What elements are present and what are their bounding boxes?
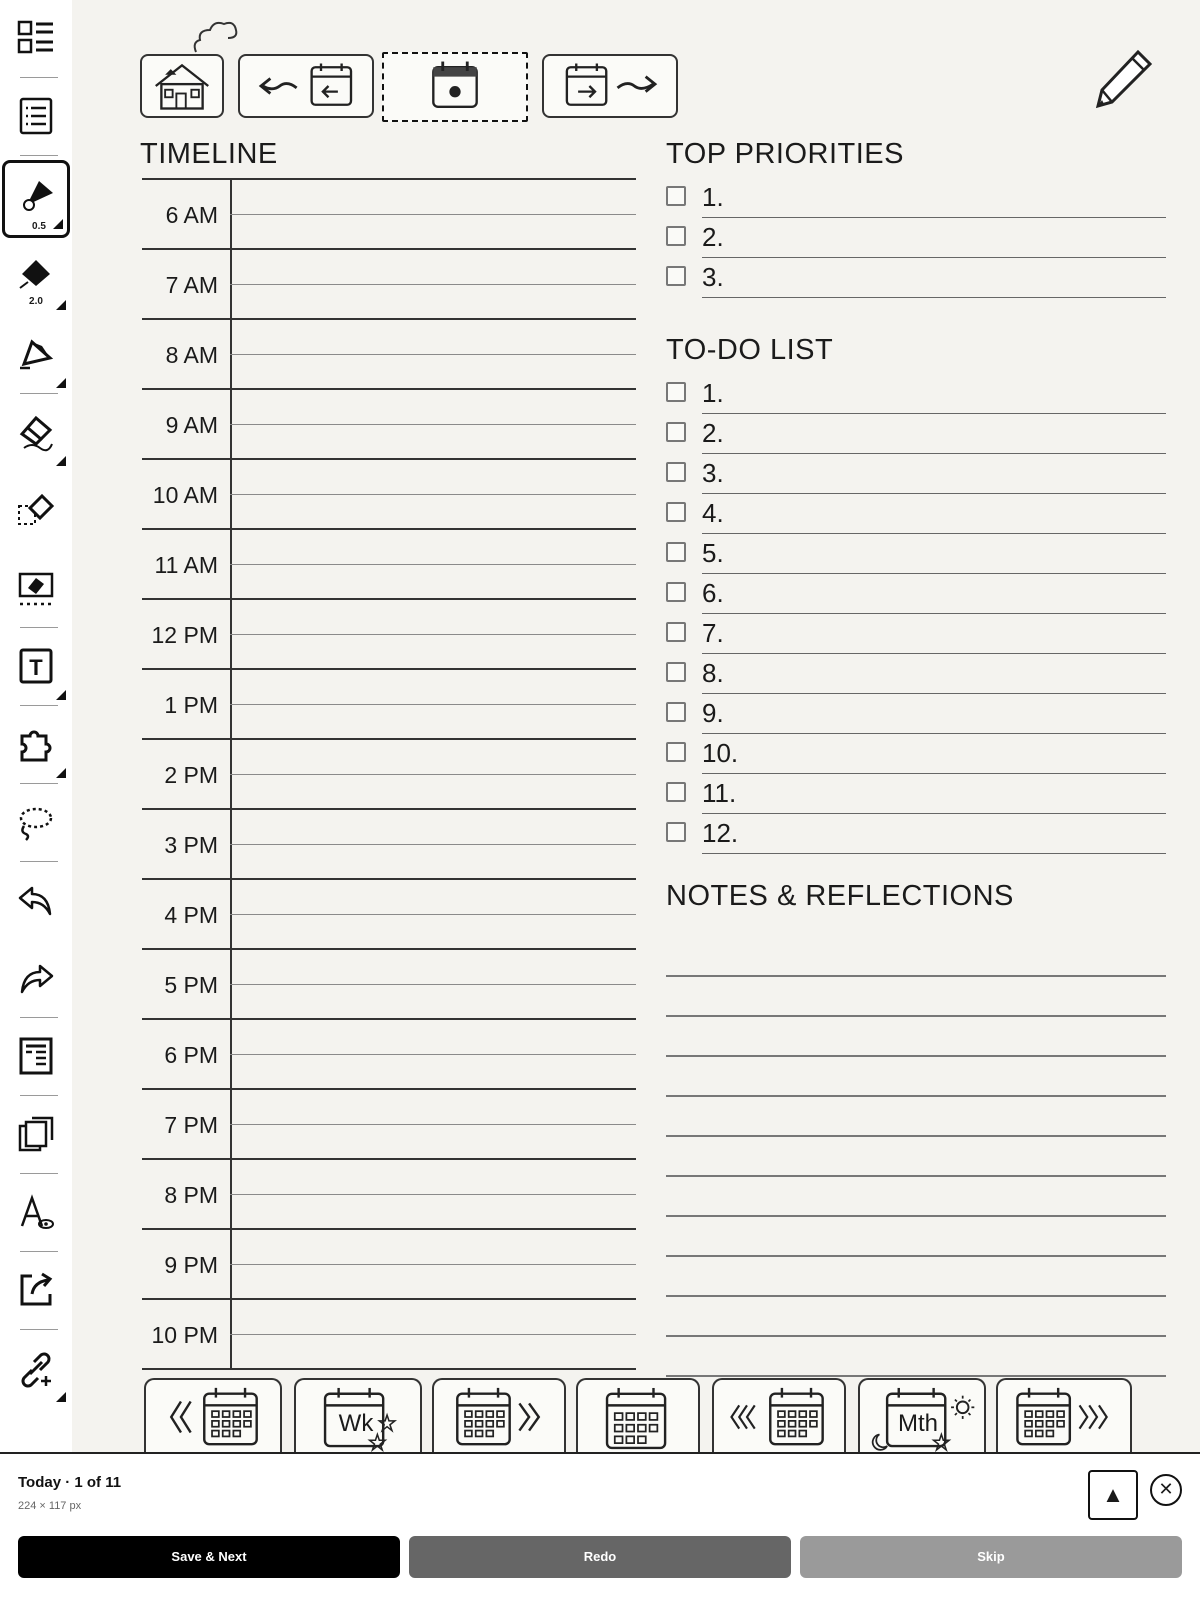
bold-pen-tool[interactable] bbox=[2, 238, 70, 316]
area-eraser-tool[interactable] bbox=[2, 472, 70, 550]
priority-number: 2. bbox=[702, 222, 724, 252]
selection-size: 224 × 117 px bbox=[18, 1500, 82, 1512]
half-hour-rule bbox=[230, 1334, 636, 1335]
priority-line[interactable] bbox=[702, 297, 1166, 299]
timeline-hour: 11 AM bbox=[154, 552, 218, 578]
calendar-triple-chevron-right-icon bbox=[998, 1380, 1130, 1454]
lasso-tool[interactable] bbox=[2, 784, 70, 862]
half-hour-rule bbox=[230, 494, 636, 495]
notes-rule bbox=[666, 1135, 1166, 1137]
half-hour-rule bbox=[230, 844, 636, 845]
timeline-hour: 5 PM bbox=[164, 972, 218, 998]
link-add-icon bbox=[16, 1348, 56, 1388]
timeline-title: TIMELINE bbox=[140, 138, 278, 170]
svg-text:T: T bbox=[29, 655, 43, 680]
hour-rule bbox=[142, 1368, 636, 1370]
timeline-hour: 9 PM bbox=[164, 1252, 218, 1278]
timeline-row[interactable] bbox=[142, 1020, 636, 1090]
timeline-row[interactable] bbox=[142, 320, 636, 390]
month-tab[interactable] bbox=[858, 1378, 986, 1454]
redo-button[interactable]: Redo bbox=[409, 1536, 791, 1578]
pen-size-label: 2.0 bbox=[29, 296, 43, 307]
half-hour-rule bbox=[230, 704, 636, 705]
todo-item bbox=[666, 456, 1166, 496]
todo-line[interactable] bbox=[702, 733, 1166, 735]
timeline-row[interactable] bbox=[142, 460, 636, 530]
todo-number: 3. bbox=[702, 458, 724, 488]
todo-line[interactable] bbox=[702, 773, 1166, 775]
todo-checkbox[interactable] bbox=[666, 782, 686, 802]
half-hour-rule bbox=[230, 1124, 636, 1125]
share-icon bbox=[16, 1270, 56, 1310]
notes-rule bbox=[666, 1175, 1166, 1177]
skip-button[interactable]: Skip bbox=[800, 1536, 1182, 1578]
timeline-hour: 6 PM bbox=[164, 1042, 218, 1068]
text-box-icon bbox=[16, 646, 56, 686]
todo-line[interactable] bbox=[702, 693, 1166, 695]
notes-rule bbox=[666, 1015, 1166, 1017]
redo-tool[interactable] bbox=[2, 940, 70, 1018]
marker-icon bbox=[16, 252, 56, 292]
eraser-icon bbox=[16, 412, 56, 452]
timeline-row[interactable] bbox=[142, 600, 636, 670]
priority-number: 3. bbox=[702, 262, 724, 292]
calendar-grid-icon bbox=[578, 1380, 698, 1454]
todo-checkbox[interactable] bbox=[666, 622, 686, 642]
half-hour-rule bbox=[230, 214, 636, 215]
todo-checkbox[interactable] bbox=[666, 422, 686, 442]
todo-checkbox[interactable] bbox=[666, 382, 686, 402]
page-template-icon bbox=[16, 1036, 56, 1076]
pen-options-caret[interactable] bbox=[53, 219, 63, 229]
timeline-hour: 12 PM bbox=[151, 622, 218, 648]
priority-number: 1. bbox=[702, 182, 724, 212]
half-hour-rule bbox=[230, 984, 636, 985]
grid-list-icon bbox=[16, 18, 56, 58]
timeline-hour: 6 AM bbox=[165, 202, 218, 228]
today-button[interactable] bbox=[382, 52, 528, 122]
priority-item bbox=[666, 180, 1166, 220]
todo-item bbox=[666, 496, 1166, 536]
todo-number: 10. bbox=[702, 738, 739, 768]
triangle-up-icon: ▲ bbox=[1102, 1482, 1124, 1507]
todo-number: 8. bbox=[702, 658, 724, 688]
puzzle-icon bbox=[16, 724, 56, 764]
chimney-smoke-icon bbox=[190, 16, 240, 56]
todo-line[interactable] bbox=[702, 813, 1166, 815]
todo-item bbox=[666, 776, 1166, 816]
notes-rule bbox=[666, 1295, 1166, 1297]
triple-chevron-left-calendar-icon bbox=[714, 1380, 844, 1454]
half-hour-rule bbox=[230, 914, 636, 915]
home-button[interactable] bbox=[140, 54, 224, 118]
notes-rule bbox=[666, 975, 1166, 977]
timeline-hour: 2 PM bbox=[164, 762, 218, 788]
planner-page[interactable] bbox=[72, 0, 1200, 1452]
timeline-hour: 7 AM bbox=[165, 272, 218, 298]
lasso-icon bbox=[16, 802, 56, 842]
todo-checkbox[interactable] bbox=[666, 742, 686, 762]
timeline-row[interactable] bbox=[142, 880, 636, 950]
redo-icon bbox=[16, 958, 56, 998]
todo-item bbox=[666, 416, 1166, 456]
undo-icon bbox=[16, 880, 56, 920]
pen-options-caret[interactable] bbox=[56, 300, 66, 310]
timeline-row[interactable] bbox=[142, 180, 636, 250]
prev-week-tab[interactable] bbox=[144, 1378, 282, 1454]
priority-checkbox[interactable] bbox=[666, 266, 686, 286]
todo-item bbox=[666, 376, 1166, 416]
half-hour-rule bbox=[230, 774, 636, 775]
todo-number: 7. bbox=[702, 618, 724, 648]
house-icon bbox=[142, 56, 222, 116]
half-hour-rule bbox=[230, 1194, 636, 1195]
link-options-caret[interactable] bbox=[56, 1392, 66, 1402]
todo-number: 5. bbox=[702, 538, 724, 568]
timeline-row[interactable] bbox=[142, 1300, 636, 1370]
top-priorities-title: TOP PRIORITIES bbox=[666, 138, 904, 170]
timeline-hour: 8 PM bbox=[164, 1182, 218, 1208]
close-button[interactable] bbox=[1150, 1474, 1182, 1506]
notes-rule bbox=[666, 1215, 1166, 1217]
page-template-tool[interactable] bbox=[2, 1018, 70, 1096]
text-tool[interactable] bbox=[2, 628, 70, 706]
notes-rule bbox=[666, 1055, 1166, 1057]
todo-checkbox[interactable] bbox=[666, 462, 686, 482]
priority-item bbox=[666, 220, 1166, 260]
fine-pen-tool[interactable] bbox=[2, 160, 70, 238]
todo-number: 12. bbox=[702, 818, 739, 848]
todo-number: 6. bbox=[702, 578, 724, 608]
lasso-eraser-icon bbox=[16, 490, 56, 530]
notes-rule bbox=[666, 1095, 1166, 1097]
todo-line[interactable] bbox=[702, 493, 1166, 495]
highlighter-options-caret[interactable] bbox=[56, 378, 66, 388]
todo-line[interactable] bbox=[702, 653, 1166, 655]
todo-item bbox=[666, 816, 1166, 856]
clear-page-icon bbox=[16, 568, 56, 608]
timeline-row[interactable] bbox=[142, 810, 636, 880]
save-next-button[interactable]: Save & Next bbox=[18, 1536, 400, 1578]
highlighter-icon bbox=[16, 334, 56, 374]
plugin-options-caret[interactable] bbox=[56, 768, 66, 778]
timeline-row[interactable] bbox=[142, 670, 636, 740]
priority-line[interactable] bbox=[702, 257, 1166, 259]
timeline-hour: 8 AM bbox=[165, 342, 218, 368]
list-icon bbox=[16, 96, 56, 136]
timeline-row[interactable] bbox=[142, 1090, 636, 1160]
timeline-row[interactable] bbox=[142, 1230, 636, 1300]
highlighter-tool[interactable] bbox=[2, 316, 70, 394]
text-options-caret[interactable] bbox=[56, 690, 66, 700]
todo-number: 1. bbox=[702, 378, 724, 408]
todo-checkbox[interactable] bbox=[666, 542, 686, 562]
timeline-hour: 1 PM bbox=[164, 692, 218, 718]
double-chevron-left-calendar-icon bbox=[146, 1380, 280, 1454]
half-hour-rule bbox=[230, 1264, 636, 1265]
todo-checkbox[interactable] bbox=[666, 662, 686, 682]
left-toolbar bbox=[0, 0, 73, 1452]
month-label: Mth bbox=[897, 1410, 938, 1437]
next-week-tab[interactable] bbox=[432, 1378, 566, 1454]
todo-line[interactable] bbox=[702, 573, 1166, 575]
todo-number: 2. bbox=[702, 418, 724, 448]
timeline-hour: 4 PM bbox=[164, 902, 218, 928]
undo-tool[interactable] bbox=[2, 862, 70, 940]
timeline-row[interactable] bbox=[142, 950, 636, 1020]
prev-month-tab[interactable] bbox=[712, 1378, 846, 1454]
todo-item bbox=[666, 736, 1166, 776]
review-panel bbox=[0, 1452, 1200, 1602]
week-tab[interactable] bbox=[294, 1378, 422, 1454]
next-month-tab[interactable] bbox=[996, 1378, 1132, 1454]
fountain-pen-icon bbox=[19, 175, 59, 215]
todo-checkbox[interactable] bbox=[666, 582, 686, 602]
todo-item bbox=[666, 616, 1166, 656]
pen-size-label: 0.5 bbox=[32, 221, 46, 232]
notes-rule bbox=[666, 1335, 1166, 1337]
panel-title: Today · 1 of 11 bbox=[18, 1474, 122, 1491]
todo-line[interactable] bbox=[702, 613, 1166, 615]
half-hour-rule bbox=[230, 354, 636, 355]
timeline-row[interactable] bbox=[142, 530, 636, 600]
priority-line[interactable] bbox=[702, 217, 1166, 219]
timeline-hour: 10 PM bbox=[151, 1322, 218, 1348]
add-link-tool[interactable] bbox=[2, 1330, 70, 1408]
todo-item bbox=[666, 576, 1166, 616]
timeline-row[interactable] bbox=[142, 740, 636, 810]
eraser-options-caret[interactable] bbox=[56, 456, 66, 466]
todo-item bbox=[666, 696, 1166, 736]
timeline-hour: 10 AM bbox=[152, 482, 218, 508]
previous-day-button[interactable] bbox=[238, 54, 374, 118]
notes-rule bbox=[666, 1255, 1166, 1257]
week-view-tab[interactable] bbox=[576, 1378, 700, 1454]
timeline-row[interactable] bbox=[142, 1160, 636, 1230]
timeline-hour: 3 PM bbox=[164, 832, 218, 858]
timeline-row[interactable] bbox=[142, 250, 636, 320]
priority-item bbox=[666, 260, 1166, 300]
calendar-arrow-right-icon bbox=[544, 56, 676, 116]
todo-number: 9. bbox=[702, 698, 724, 728]
font-eye-icon bbox=[16, 1192, 56, 1232]
todo-title: TO-DO LIST bbox=[666, 334, 834, 366]
text-recognition-tool[interactable] bbox=[2, 1174, 70, 1252]
half-hour-rule bbox=[230, 634, 636, 635]
todo-number: 4. bbox=[702, 498, 724, 528]
timeline-hour: 9 AM bbox=[165, 412, 218, 438]
priority-checkbox[interactable] bbox=[666, 226, 686, 246]
clear-eraser-tool[interactable] bbox=[2, 550, 70, 628]
timeline-row[interactable] bbox=[142, 390, 636, 460]
calendar-double-chevron-right-icon bbox=[434, 1380, 564, 1454]
week-label: Wk bbox=[338, 1410, 374, 1437]
notes-title: NOTES & REFLECTIONS bbox=[666, 880, 1014, 912]
arrow-left-calendar-icon bbox=[240, 56, 372, 116]
todo-item bbox=[666, 536, 1166, 576]
plugin-tool[interactable] bbox=[2, 706, 70, 784]
todo-number: 11. bbox=[702, 778, 737, 808]
timeline-hour: 7 PM bbox=[164, 1112, 218, 1138]
todo-line[interactable] bbox=[702, 853, 1166, 855]
todo-checkbox[interactable] bbox=[666, 702, 686, 722]
todo-line[interactable] bbox=[702, 413, 1166, 415]
half-hour-rule bbox=[230, 424, 636, 425]
copy-pages-icon bbox=[16, 1114, 56, 1154]
page-overview-tool[interactable] bbox=[2, 0, 70, 78]
priority-checkbox[interactable] bbox=[666, 186, 686, 206]
collapse-up-button[interactable] bbox=[1088, 1470, 1138, 1520]
half-hour-rule bbox=[230, 1054, 636, 1055]
half-hour-rule bbox=[230, 284, 636, 285]
todo-item bbox=[666, 656, 1166, 696]
todo-line[interactable] bbox=[702, 453, 1166, 455]
todo-checkbox[interactable] bbox=[666, 502, 686, 522]
share-tool[interactable] bbox=[2, 1252, 70, 1330]
todo-checkbox[interactable] bbox=[666, 822, 686, 842]
outline-tool[interactable] bbox=[2, 78, 70, 156]
half-hour-rule bbox=[230, 564, 636, 565]
next-day-button[interactable] bbox=[542, 54, 678, 118]
copy-page-tool[interactable] bbox=[2, 1096, 70, 1174]
close-icon: ✕ bbox=[1158, 1479, 1174, 1499]
notes-rule bbox=[666, 1375, 1166, 1377]
eraser-tool[interactable] bbox=[2, 394, 70, 472]
calendar-today-icon bbox=[384, 54, 526, 120]
todo-line[interactable] bbox=[702, 533, 1166, 535]
pencil-icon[interactable] bbox=[1088, 44, 1154, 116]
